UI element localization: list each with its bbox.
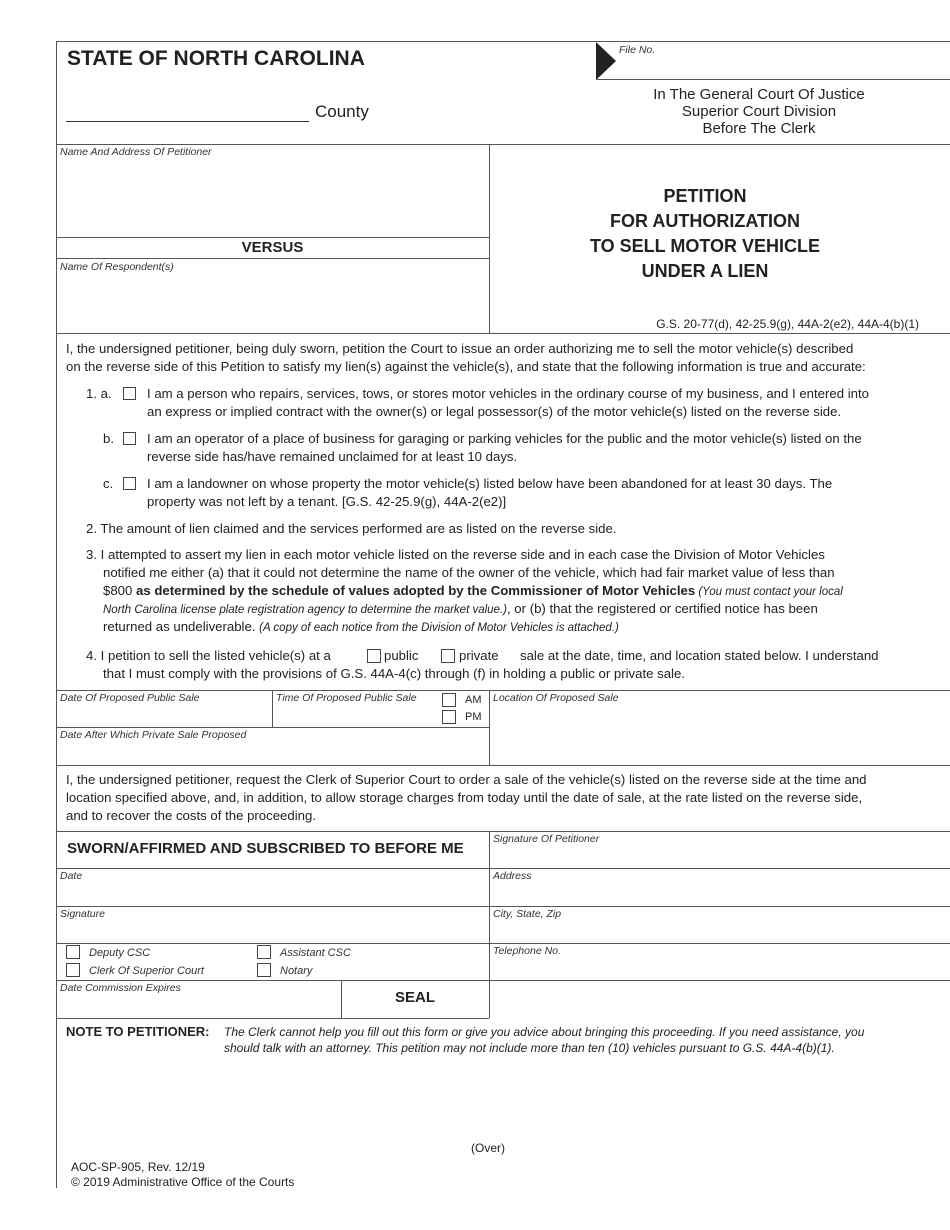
item-1a-prefix: 1. a. — [86, 386, 112, 401]
respondent-field[interactable] — [57, 275, 488, 331]
versus-bottom-line — [56, 258, 489, 259]
notary-label: Notary — [280, 965, 313, 977]
commission-label: Date Commission Expires — [60, 982, 181, 994]
clerk-superior-checkbox[interactable] — [66, 963, 80, 977]
sale-mid-line — [56, 727, 489, 728]
item-3-line-3-a: $800 — [103, 583, 137, 598]
parties-bottom-line — [56, 333, 950, 334]
intro-line-2: on the reverse side of this Petition to satisfy my lien(s) against the vehicle(s), and state that the following information is true and accurate: — [66, 359, 866, 374]
item-1a-checkbox[interactable] — [123, 387, 136, 400]
form-title — [490, 184, 920, 284]
item-1c-line-2: property was not left by a tenant. [G.S. 42-25.9(g), 44A-2(e2)] — [147, 494, 507, 509]
date-private-sale-label: Date After Which Private Sale Proposed — [60, 729, 247, 741]
date-public-sale-field[interactable] — [57, 705, 271, 726]
sale-bottom-line — [56, 765, 950, 766]
signature-bottom-line — [56, 1018, 489, 1019]
note-line-1: The Clerk cannot help you fill out this form or give you advice about bringing this proceeding. If you need assistance, you — [224, 1025, 865, 1039]
court-line-2: Superior Court Division — [681, 103, 837, 120]
item-3-line-4-b: , or (b) that the registered or certified notice has been — [506, 601, 818, 616]
item-2: 2. The amount of lien claimed and the services performed are as listed on the reverse side. — [86, 521, 617, 536]
title-line-1: PETITION — [663, 186, 747, 206]
deputy-csc-label: Deputy CSC — [89, 947, 151, 959]
statutes: G.S. 20-77(d), 42-25.9(g), 44A-2(e2), 44A-4(b)(1) — [656, 317, 919, 331]
am-checkbox[interactable] — [442, 693, 456, 707]
item-3-line-5-italic: (A copy of each notice from the Division of Motor Vehicles is attached.) — [259, 622, 619, 634]
top-border — [56, 41, 950, 42]
item-3-line-5 — [103, 618, 619, 637]
row-line-4 — [56, 980, 950, 981]
item-3-line-3 — [103, 582, 843, 601]
intro-line-1: I, the undersigned petitioner, being duly sworn, petition the Court to issue an order authorizing me to sell the motor vehicle(s) described — [66, 341, 854, 356]
item-3-line-4 — [103, 600, 818, 619]
clerk-superior-label: Clerk Of Superior Court — [89, 965, 204, 977]
item-3-line-4-italic: North Carolina license plate registration agency to determine the market value.) — [103, 604, 507, 616]
item-4-prefix: 4. I petition to sell the listed vehicle(s) at a — [86, 648, 331, 663]
location-sale-field[interactable] — [490, 706, 948, 763]
item-1b-line-2: reverse side has/have remained unclaimed for at least 10 days. — [147, 449, 518, 464]
deputy-csc-checkbox[interactable] — [66, 945, 80, 959]
respondent-label: Name Of Respondent(s) — [60, 261, 174, 273]
item-1b-prefix: b. — [103, 431, 114, 446]
file-no-line — [596, 79, 950, 80]
item-3-line-5-a: returned as undeliverable. — [103, 619, 260, 634]
item-3-line-3-bold: as determined by the schedule of values adopted by the Commissioner of Motor Vehicles — [136, 583, 696, 598]
private-sale-checkbox[interactable] — [441, 649, 455, 663]
item-1a-line-1: I am a person who repairs, services, tows, or stores motor vehicles in the ordinary course of my business, and I entered into — [147, 386, 869, 401]
notary-checkbox[interactable] — [257, 963, 271, 977]
note-label: NOTE TO PETITIONER: — [66, 1024, 210, 1039]
item-1c-checkbox[interactable] — [123, 477, 136, 490]
item-1c-prefix: c. — [103, 476, 114, 491]
request-line-2: location specified above, and, in addition, to allow storage charges from today until the date of sale, at the rate listed on the reverse side, — [66, 790, 863, 805]
assistant-csc-checkbox[interactable] — [257, 945, 271, 959]
request-line-1: I, the undersigned petitioner, request the Clerk of Superior Court to order a sale of the vehicle(s) listed on the reverse side at the time and — [66, 772, 867, 787]
address-label: Address — [493, 870, 532, 882]
title-line-2: FOR AUTHORIZATION — [610, 211, 800, 231]
sworn-date-label: Date — [60, 870, 83, 882]
form-number: AOC-SP-905, Rev. 12/19 — [71, 1160, 205, 1174]
date-public-sale-label: Date Of Proposed Public Sale — [60, 692, 200, 704]
item-1b-checkbox[interactable] — [123, 432, 136, 445]
commission-field[interactable] — [57, 996, 340, 1017]
item-4-suffix: sale at the date, time, and location stated below. I understand — [520, 648, 879, 663]
versus-label: VERSUS — [241, 239, 304, 256]
city-state-zip-field[interactable] — [490, 922, 948, 942]
county-label: County — [315, 102, 369, 121]
location-sale-label: Location Of Proposed Sale — [493, 692, 619, 704]
over-label: (Over) — [471, 1141, 505, 1155]
item-4-line-2: that I must comply with the provisions of G.S. 44A-4(c) through (f) in holding a public or private sale. — [103, 666, 685, 681]
petitioner-label: Name And Address Of Petitioner — [60, 146, 212, 158]
title-line-4: UNDER A LIEN — [641, 261, 769, 281]
item-1b-line-1: I am an operator of a place of business for garaging or parking vehicles for the public and the motor vehicle(s) listed on the — [147, 431, 862, 446]
file-no-label: File No. — [619, 44, 656, 56]
sworn-heading: SWORN/AFFIRMED AND SUBSCRIBED TO BEFORE ME — [67, 840, 464, 857]
item-3-line-2: notified me either (a) that it could not determine the name of the owner of the vehicle, which had fair market value of less than — [103, 565, 835, 580]
sworn-signature-field[interactable] — [57, 922, 488, 942]
file-no-arrow-icon — [596, 42, 616, 80]
copyright: © 2019 Administrative Office of the Courts — [71, 1175, 295, 1189]
petitioner-signature-field[interactable] — [490, 847, 948, 867]
item-1a-line-2: an express or implied contract with the owner(s) or legal possessor(s) of the motor vehicle(s) listed on the reverse side. — [147, 404, 842, 419]
row-line-1 — [56, 868, 950, 869]
sworn-signature-label: Signature — [60, 908, 105, 920]
petitioner-field[interactable] — [57, 160, 488, 236]
petitioner-signature-label: Signature Of Petitioner — [493, 833, 600, 845]
public-sale-label: public — [384, 648, 419, 663]
pm-checkbox[interactable] — [442, 710, 456, 724]
item-1c-line-1: I am a landowner on whose property the motor vehicle(s) listed below have been abandoned for at least 30 days. The — [147, 476, 833, 491]
signature-top-line — [56, 831, 950, 832]
address-field[interactable] — [490, 884, 948, 905]
time-public-sale-label: Time Of Proposed Public Sale — [276, 692, 417, 704]
public-sale-checkbox[interactable] — [367, 649, 381, 663]
court-line-1: In The General Court Of Justice — [653, 86, 865, 103]
private-sale-label: private — [459, 648, 499, 663]
telephone-label: Telephone No. — [493, 945, 561, 957]
telephone-field[interactable] — [490, 959, 948, 979]
item-3-line-3-italic: (You must contact your local — [695, 586, 843, 598]
request-line-3: and to recover the costs of the proceeding. — [66, 808, 316, 823]
item-3-line-1: 3. I attempted to assert my lien in each motor vehicle listed on the reverse side and in each case the Division of Motor Vehicles — [86, 547, 825, 562]
row-line-3 — [56, 943, 950, 944]
county-blank-line — [66, 121, 309, 122]
city-state-zip-label: City, State, Zip — [493, 908, 562, 920]
am-label: AM — [465, 694, 482, 706]
versus-top-line — [56, 237, 489, 238]
sworn-date-field[interactable] — [57, 884, 488, 905]
pm-label: PM — [465, 711, 482, 723]
seal-label: SEAL — [394, 989, 435, 1006]
sale-top-line — [56, 690, 950, 691]
header-bottom-line — [56, 144, 950, 145]
note-line-2: should talk with an attorney. This petition may not include more than ten (10) vehicles pursuant to G.S. 44A-4(b)(1). — [224, 1041, 835, 1055]
date-private-sale-field[interactable] — [57, 743, 488, 764]
time-public-sale-field[interactable] — [273, 705, 438, 726]
row-line-2 — [56, 906, 950, 907]
title-line-3: TO SELL MOTOR VEHICLE — [589, 236, 821, 256]
assistant-csc-label: Assistant CSC — [280, 947, 351, 959]
court-line-3: Before The Clerk — [702, 120, 816, 137]
state-heading: STATE OF NORTH CAROLINA — [67, 47, 365, 70]
